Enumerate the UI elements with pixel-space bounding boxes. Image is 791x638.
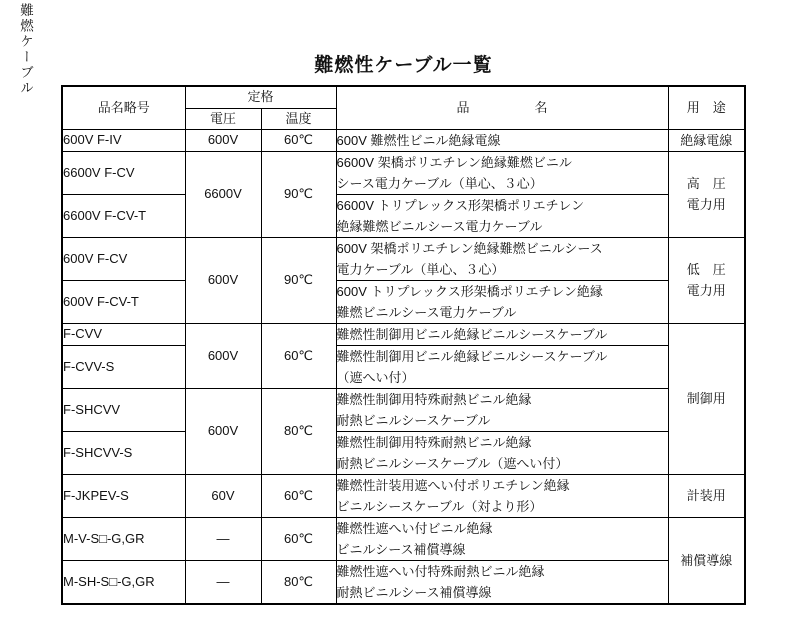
content-area [61,50,746,605]
header-voltage: 電圧 [185,108,261,129]
abbr-cell: 600V F-CV-T [62,280,185,323]
table-row [62,237,745,280]
usage-cell: 高 圧 電力用 [668,151,745,237]
product-name-cell: 6600V トリプレックス形架橋ポリエチレン 絶縁難燃ビニルシース電力ケーブル [336,194,668,237]
temperature-cell: 60℃ [261,517,336,560]
table-row [62,194,745,237]
table-row [62,517,745,560]
abbr-cell: 600V F-IV [62,129,185,151]
abbr-cell: 6600V F-CV-T [62,194,185,237]
product-name-cell: 600V トリプレックス形架橋ポリエチレン絶縁 難燃ビニルシース電力ケーブル [336,280,668,323]
voltage-cell: 600V [185,129,261,151]
abbr-cell: M-SH-S□-G,GR [62,560,185,604]
usage-cell: 制御用 [668,323,745,474]
table-row [62,129,745,151]
abbr-cell: 600V F-CV [62,237,185,280]
table-header [62,86,745,129]
page-title: 難燃性ケーブル一覧 [314,55,493,76]
product-name-cell: 難燃性遮へい付特殊耐熱ビニル絶縁 耐熱ビニルシース補償導線 [336,560,668,604]
header-product-name: 品 名 [336,86,668,129]
flame-retardant-cable-table [61,85,746,605]
table-body [62,129,745,604]
product-name-cell: 難燃性制御用ビニル絶縁ビニルシースケーブル [336,323,668,345]
voltage-cell: 6600V [185,151,261,237]
temperature-cell: 60℃ [261,129,336,151]
product-name-cell: 600V 難燃性ビニル絶縁電線 [336,129,668,151]
table-row [62,560,745,604]
header-rating: 定格 [185,86,336,108]
usage-cell: 絶縁電線 [668,129,745,151]
product-name-cell: 6600V 架橋ポリエチレン絶縁難燃ビニル シース電力ケーブル（単心、３心） [336,151,668,194]
header-temperature: 温度 [261,108,336,129]
table-row [62,280,745,323]
table-row [62,431,745,474]
header-abbr: 品名略号 [62,86,185,129]
voltage-cell: ― [185,517,261,560]
voltage-cell: ― [185,560,261,604]
product-name-cell: 難燃性制御用特殊耐熱ビニル絶縁 耐熱ビニルシースケーブル（遮へい付） [336,431,668,474]
voltage-cell: 600V [185,237,261,323]
product-name-cell: 難燃性遮へい付ビニル絶縁 ビニルシース補償導線 [336,517,668,560]
product-name-cell: 難燃性計装用遮へい付ポリエチレン絶縁 ビニルシースケーブル（対より形） [336,474,668,517]
abbr-cell: F-CVV-S [62,345,185,388]
table-row [62,323,745,345]
usage-cell: 計装用 [668,474,745,517]
usage-cell: 低 圧 電力用 [668,237,745,323]
abbr-cell: F-SHCVV-S [62,431,185,474]
voltage-cell: 600V [185,323,261,388]
temperature-cell: 60℃ [261,474,336,517]
header-row-1 [62,86,745,108]
side-tab-label: 難燃ケーブル [18,3,33,96]
temperature-cell: 90℃ [261,151,336,237]
table-row [62,388,745,431]
temperature-cell: 60℃ [261,323,336,388]
usage-cell: 補償導線 [668,517,745,604]
temperature-cell: 80℃ [261,560,336,604]
temperature-cell: 90℃ [261,237,336,323]
abbr-cell: F-SHCVV [62,388,185,431]
product-name-cell: 600V 架橋ポリエチレン絶縁難燃ビニルシース 電力ケーブル（単心、３心） [336,237,668,280]
abbr-cell: M-V-S□-G,GR [62,517,185,560]
abbr-cell: 6600V F-CV [62,151,185,194]
voltage-cell: 60V [185,474,261,517]
product-name-cell: 難燃性制御用特殊耐熱ビニル絶縁 耐熱ビニルシースケーブル [336,388,668,431]
header-usage: 用 途 [668,86,745,129]
table-row [62,345,745,388]
temperature-cell: 80℃ [261,388,336,474]
abbr-cell: F-CVV [62,323,185,345]
voltage-cell: 600V [185,388,261,474]
table-row [62,151,745,194]
abbr-cell: F-JKPEV-S [62,474,185,517]
table-row [62,474,745,517]
product-name-cell: 難燃性制御用ビニル絶縁ビニルシースケーブル （遮へい付） [336,345,668,388]
